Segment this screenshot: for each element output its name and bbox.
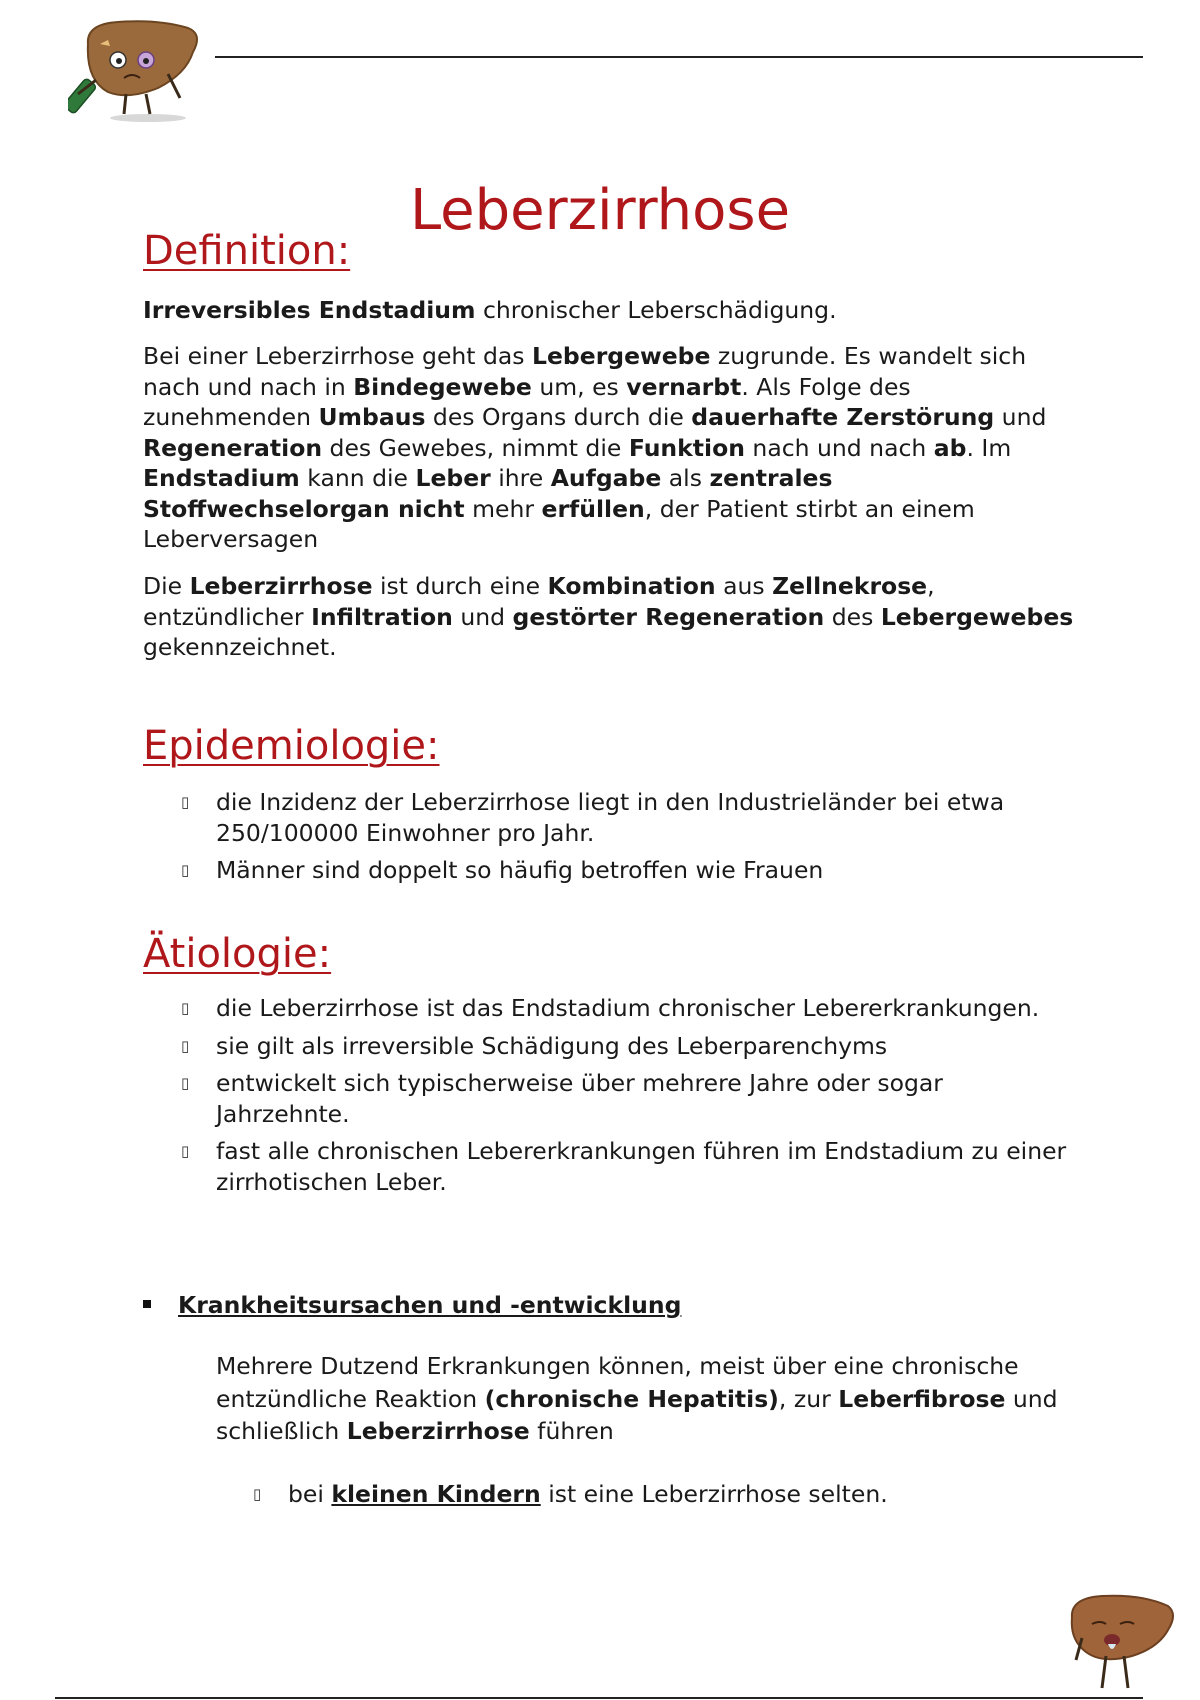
sick-liver-mascot-icon <box>1062 1590 1178 1695</box>
page-title: Leberzirrhose <box>409 177 791 243</box>
list-item <box>181 993 1071 1024</box>
ursachen-heading <box>143 1290 681 1320</box>
list-item <box>181 1031 1071 1062</box>
epidemiologie-heading: Epidemiologie: <box>143 723 440 769</box>
list-item-text: die Inzidenz der Leberzirrhose liegt in den Industrieländer bei etwa 250/100000 Einwohner pro Jahr. <box>216 788 1005 847</box>
bullet-icon: ▯ <box>253 1485 262 1503</box>
emphasis-text: Zellnekrose <box>772 572 928 600</box>
emphasis-text: Funktion <box>628 433 745 462</box>
aetiologie-heading: Ätiologie: <box>143 931 332 977</box>
epidemiologie-list <box>181 787 1071 893</box>
emphasis-text: Infiltration <box>311 602 453 631</box>
bullet-icon: ▯ <box>181 999 190 1017</box>
sick-liver-mascot-icon <box>68 14 208 124</box>
definition-heading: Definition: <box>143 228 351 274</box>
emphasis-text: Lebergewebe <box>532 342 711 370</box>
list-item <box>181 787 1071 848</box>
emphasis-text: (chronische Hepatitis) <box>484 1384 779 1413</box>
emphasis-text: dauerhafte Zerstörung <box>691 403 995 431</box>
emphasis-text: Leberzirrhose <box>189 572 373 600</box>
bullet-icon: ▯ <box>181 1074 190 1092</box>
bullet-icon: ▯ <box>181 861 190 879</box>
list-item-text: sie gilt als irreversible Schädigung des Leberparenchyms <box>216 1031 888 1060</box>
emphasis-text: Leber <box>415 464 491 492</box>
list-item-text: fast alle chronischen Lebererkrankungen führen im Endstadium zu einer zirrhotischen Leber. <box>216 1137 1067 1196</box>
emphasis-text: Leberzirrhose <box>346 1417 530 1445</box>
ursachen-paragraph: Mehrere Dutzend Erkrankungen können, meist über eine chronische entzündliche Reaktion (chronische Hepatitis), zur Leberfibrose und schließlich Leberzirrhose führen <box>216 1352 1058 1445</box>
emphasis-text: Bindegewebe <box>353 372 532 401</box>
emphasis-text: Lebergewebes <box>880 602 1074 631</box>
top-rule <box>215 56 1143 58</box>
emphasis-text: ab <box>933 433 967 462</box>
list-item-text: bei kleinen Kindern ist eine Leberzirrhose selten. <box>288 1480 888 1508</box>
bullet-icon: ▯ <box>181 1036 190 1055</box>
ursachen-sub-list <box>253 1479 1073 1517</box>
list-item-text: Männer sind doppelt so häufig betroffen wie Frauen <box>216 856 824 884</box>
list-item <box>253 1479 1073 1510</box>
list-item <box>181 855 1071 886</box>
emphasis-text: erfüllen <box>541 494 645 523</box>
definition-paragraph-2: Bei einer Leberzirrhose geht das Lebergewebe zugrunde. Es wandelt sich nach und nach in Bindegewebe um, es vernarbt. Als Folge des zunehmenden Umbaus des Organs durch die dauerhafte Zerstörung und Regeneration des Gewebes, nimmt die Funktion nach und nach ab. Im Endstadium kann die Leber ihre Aufgabe als zentrales Stoffwechselorgan nicht mehr erfüllen, der Patient stirbt an einem Leberversagen <box>143 342 1047 553</box>
emphasis-text: Umbaus <box>318 403 426 431</box>
emphasis-text: Regeneration <box>143 433 323 462</box>
ursachen-heading-text: Krankheitsursachen und -entwicklung <box>178 1291 682 1319</box>
emphasis-text: Aufgabe <box>550 464 662 492</box>
list-item <box>181 1068 1071 1129</box>
emphasis-text: Endstadium <box>143 464 300 492</box>
definition-paragraph-3: Die Leberzirrhose ist durch eine Kombination aus Zellnekrose, entzündlicher Infiltration und gestörter Regeneration des Lebergewebes gekennzeichnet. <box>143 572 1074 661</box>
list-item <box>181 1136 1071 1197</box>
bullet-icon: ▯ <box>181 793 190 811</box>
definition-paragraph-1: Irreversibles Endstadium chronischer Leberschädigung. <box>143 296 837 324</box>
bottom-rule <box>55 1697 1143 1699</box>
emphasis-text: zentrales Stoffwechselorgan nicht <box>143 464 833 523</box>
aetiologie-list <box>181 993 1071 1204</box>
square-bullet-icon <box>143 1300 151 1308</box>
emphasis-text: gestörter Regeneration <box>512 602 825 631</box>
emphasis-text: vernarbt <box>626 372 742 401</box>
bullet-icon: ▯ <box>181 1142 190 1160</box>
emphasis-text: kleinen Kindern <box>331 1480 541 1508</box>
emphasis-text: Leberfibrose <box>838 1384 1006 1413</box>
list-item-text: entwickelt sich typischerweise über mehrere Jahre oder sogar Jahrzehnte. <box>216 1069 943 1128</box>
emphasis-text: Kombination <box>547 572 716 600</box>
emphasis-text: Irreversibles Endstadium <box>143 296 476 324</box>
list-item-text: die Leberzirrhose ist das Endstadium chronischer Lebererkrankungen. <box>216 994 1040 1022</box>
